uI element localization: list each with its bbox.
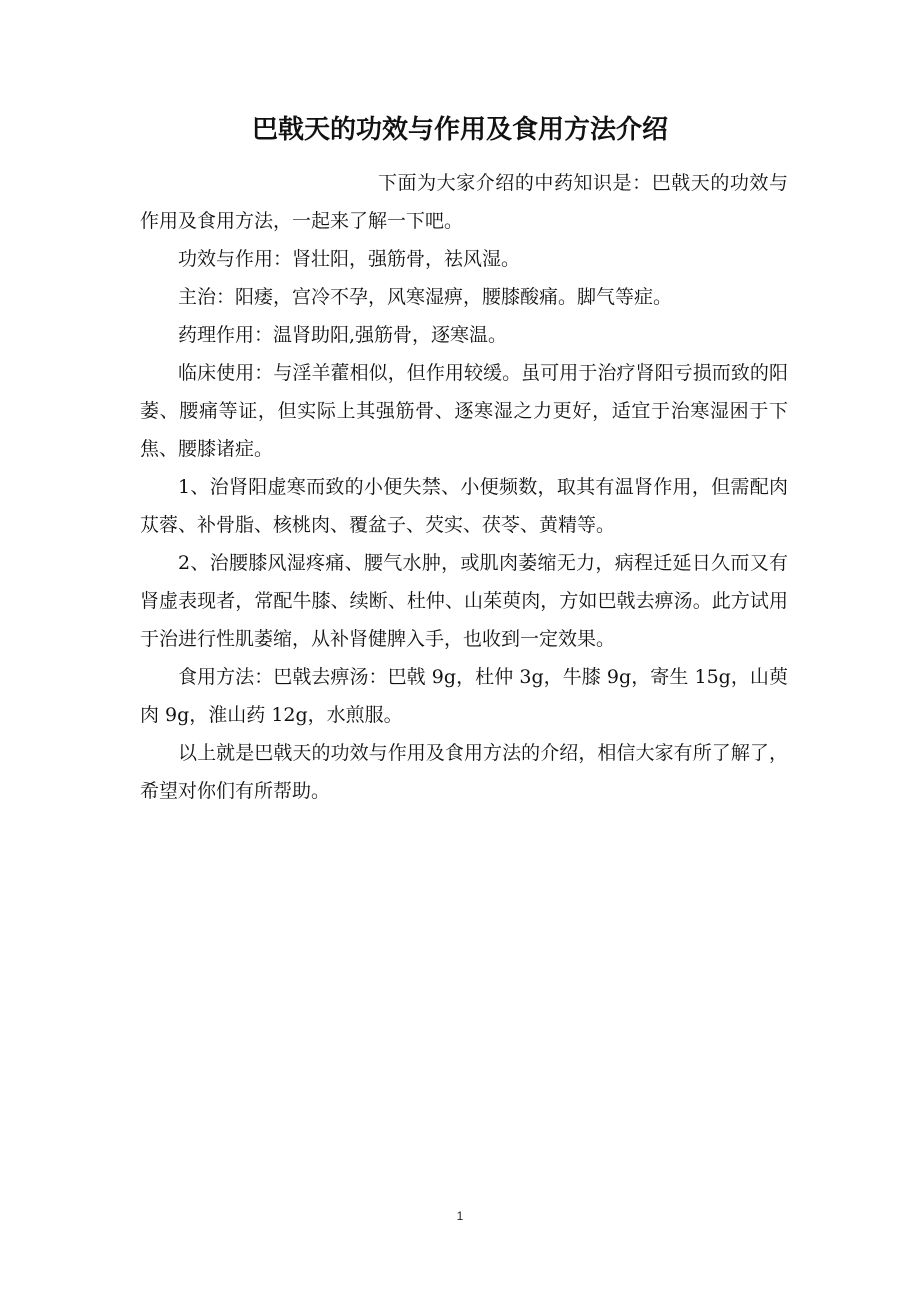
document-body <box>140 164 788 810</box>
recipe-paragraph: 食用方法：巴戟去痹汤：巴戟 9g，杜仲 3g，牛膝 9g，寄生 15g，山萸肉 9g，淮山药 12g，水煎服。 <box>140 666 788 726</box>
intro-paragraph: 下面为大家介绍的中药知识是：巴戟天的功效与作用及食用方法，一起来了解一下吧。 <box>140 172 788 232</box>
page-number: 1 <box>456 1209 464 1223</box>
clinical-item-2: 2、治腰膝风湿疼痛、腰气水肿，或肌肉萎缩无力，病程迁延日久而又有肾虚表现者，常配牛膝、续断、杜仲、山茱萸肉，方如巴戟去痹汤。此方试用于治进行性肌萎缩，从补肾健脾入手，也收到一定效果。 <box>140 552 788 650</box>
indications-paragraph: 主治：阳痿，宫冷不孕，风寒湿痹，腰膝酸痛。脚气等症。 <box>178 286 673 308</box>
efficacy-paragraph: 功效与作用：肾壮阳，强筋骨，祛风湿。 <box>178 248 521 270</box>
document-title: 巴戟天的功效与作用及食用方法介绍 <box>251 115 668 145</box>
pharmacology-paragraph: 药理作用：温肾助阳,强筋骨，逐寒温。 <box>178 324 508 346</box>
clinical-use-paragraph: 临床使用：与淫羊藿相似，但作用较缓。虽可用于治疗肾阳亏损而致的阳萎、腰痛等证，但实际上其强筋骨、逐寒湿之力更好，适宜于治寒湿困于下焦、腰膝诸症。 <box>140 362 788 460</box>
closing-paragraph: 以上就是巴戟天的功效与作用及食用方法的介绍，相信大家有所了解了，希望对你们有所帮助。 <box>140 742 788 802</box>
clinical-item-1: 1、治肾阳虚寒而致的小便失禁、小便频数，取其有温肾作用，但需配肉苁蓉、补骨脂、核桃肉、覆盆子、芡实、茯苓、黄精等。 <box>140 476 788 536</box>
